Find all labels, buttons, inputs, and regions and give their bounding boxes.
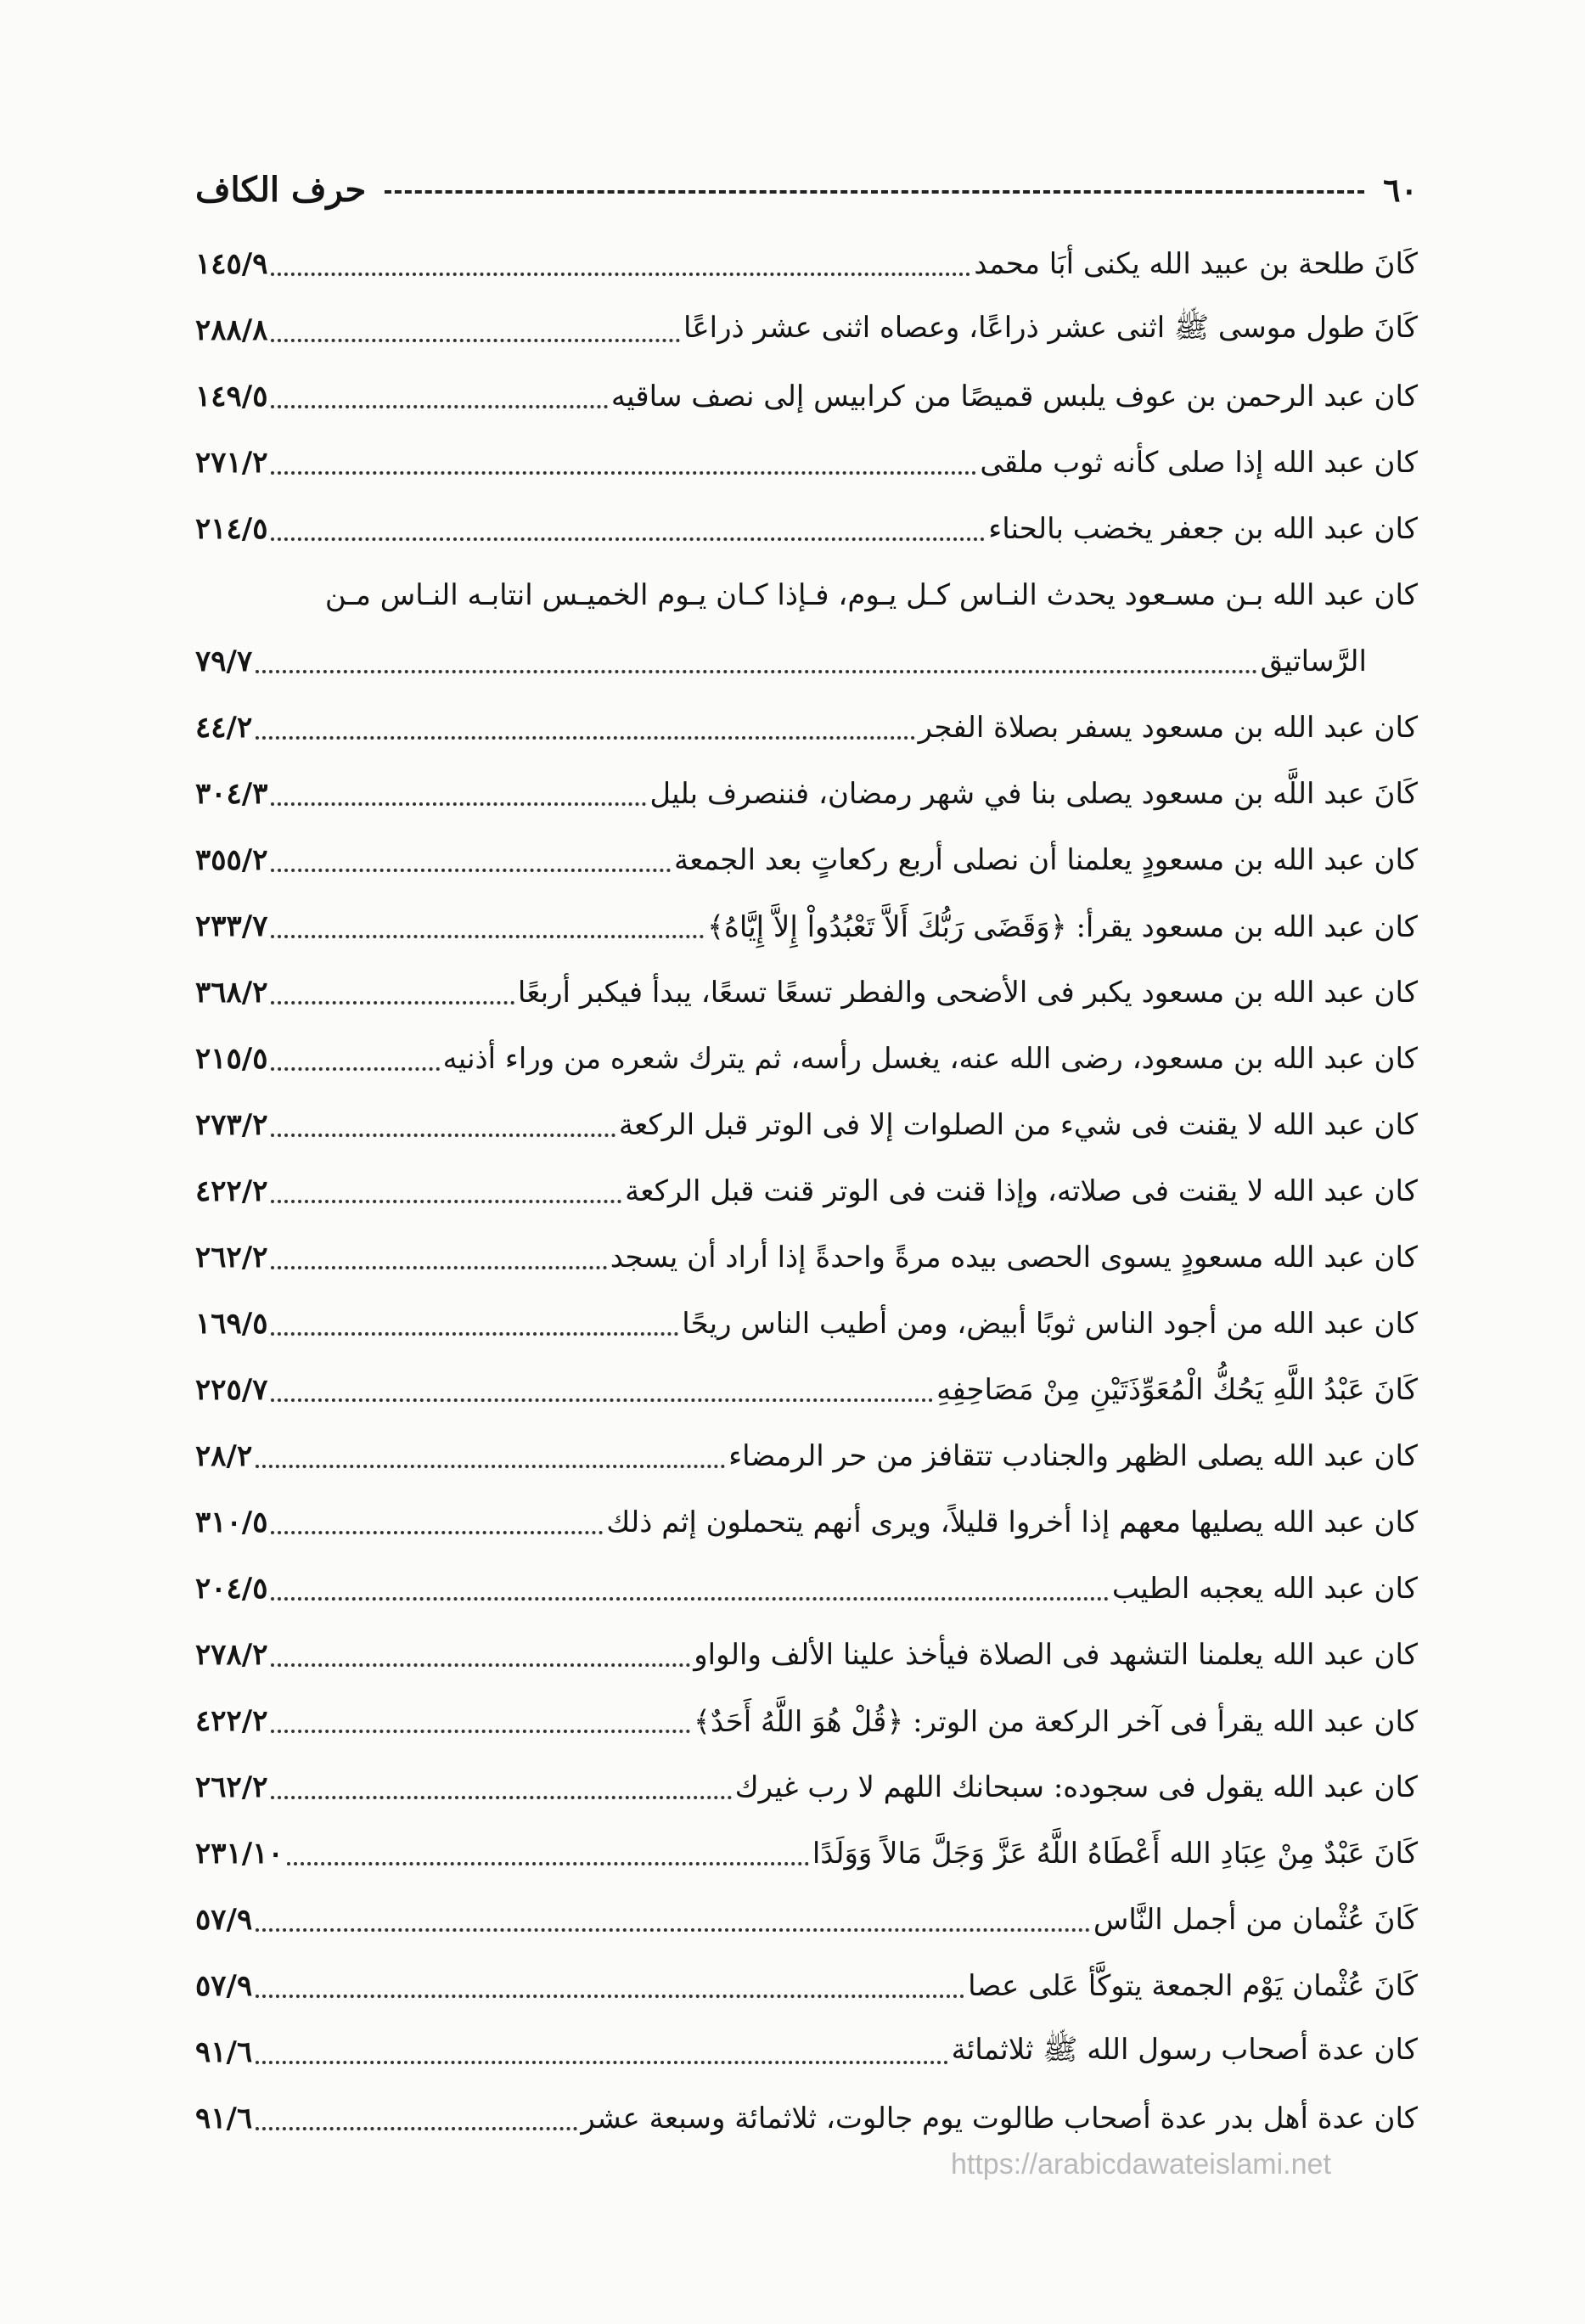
index-entry	[195, 363, 1418, 430]
watermark-url: https://arabicdawateislami.net	[951, 2148, 1331, 2181]
index-entry	[195, 1092, 1418, 1158]
index-entry	[195, 1622, 1418, 1688]
entry-text: كان عدة أهل بدر عدة أصحاب طالوت يوم جالوت، ثلاثمائة وسبعة عشر	[581, 2102, 1418, 2135]
leader-dots	[271, 1332, 678, 1336]
entry-text: كَانَ عبد اللَّه بن مسعود يصلى بنا في شهر رمضان، فننصرف بليل	[649, 777, 1418, 811]
entry-text: كان عبد الله مسعودٍ يسوى الحصى بيده مرةً واحدةً إذا أراد أن يسجد	[610, 1241, 1418, 1275]
entry-text: كان عبد الله من أجود الناس ثوبًا أبيض، ومن أطيب الناس ريحًا	[682, 1307, 1418, 1341]
entry-text: كان عبد الله بن جعفر يخضب بالحناء	[988, 512, 1418, 546]
index-entry	[195, 231, 1418, 297]
entry-text: كان عبد الله لا يقنت فى صلاته، وإذا قنت فى الوتر قنت قبل الركعة	[625, 1174, 1418, 1208]
entry-reference: ٢١٥/٥	[195, 1042, 268, 1076]
entry-text: كان عبد الله بن مسعود يقرأ: ﴿وَقَضَى رَبُّكَ أَلاَّ تَعْبُدُواْ إِلاَّ إِيَّاهُ﴾	[707, 909, 1418, 944]
entry-reference: ٢١٤/٥	[195, 512, 268, 546]
entry-text-continued: الرَّساتيق	[1260, 644, 1367, 678]
entry-text: كان عبد الله يقول فى سجوده: سبحانك اللهم لا رب غيرك	[734, 1770, 1418, 1804]
entry-reference: ٤٢٢/٢	[195, 1174, 268, 1208]
entry-reference: ٤٢٢/٢	[195, 1704, 268, 1738]
entry-reference: ٢٣١/١٠	[195, 1837, 284, 1871]
leader-dots	[271, 802, 646, 806]
entry-reference: ٣٠٤/٣	[195, 777, 268, 811]
page-header	[195, 160, 1418, 219]
index-entry	[195, 1158, 1418, 1224]
leader-dots	[256, 670, 1256, 673]
leader-dots	[271, 405, 607, 408]
leader-dots	[271, 869, 671, 872]
index-entry	[195, 1688, 1418, 1754]
index-entry	[195, 1887, 1418, 1953]
index-entry	[195, 1556, 1418, 1622]
index-entries-list	[195, 231, 1418, 2152]
index-entry	[195, 1224, 1418, 1291]
entry-reference: ٣٦٨/٢	[195, 976, 268, 1010]
leader-dots	[256, 1465, 725, 1468]
index-entry	[195, 1357, 1418, 1423]
entry-reference: ٢٦٢/٢	[195, 1770, 268, 1804]
entry-reference: ٢٧٨/٢	[195, 1638, 268, 1672]
entry-text: كان عبد الله إذا صلى كأنه ثوب ملقى	[980, 446, 1418, 480]
index-entry	[195, 1953, 1418, 2019]
entry-reference: ٢٠٤/٥	[195, 1572, 268, 1606]
index-entry	[195, 1754, 1418, 1820]
index-entry	[195, 496, 1418, 562]
page-number: ٦٠	[1383, 170, 1418, 209]
leader-dots	[256, 1995, 964, 1998]
entry-reference: ٥٧/٩	[195, 1903, 253, 1937]
entry-reference: ٥٧/٩	[195, 1969, 253, 2003]
entry-reference: ٩١/٦	[195, 2035, 253, 2069]
leader-dots	[271, 1266, 606, 1269]
leader-dots	[271, 471, 976, 475]
entry-text: كان عبد الله بن مسعود، رضى الله عنه، يغسل رأسه، ثم يترك شعره من وراء أذنيه	[442, 1042, 1418, 1076]
leader-dots	[271, 1001, 514, 1004]
index-entry	[195, 297, 1418, 363]
index-entry	[195, 959, 1418, 1026]
leader-dots	[287, 1862, 809, 1865]
index-entry	[195, 827, 1418, 893]
entry-text: كَانَ طول موسى ﷺ اثنى عشر ذراعًا، وعصاه اثنى عشر ذراعًا	[683, 310, 1418, 345]
index-entry	[195, 430, 1418, 496]
entry-text: كان عبد الله يصلى الظهر والجنادب تتقافز من حر الرمضاء	[728, 1439, 1418, 1473]
leader-dots	[271, 1067, 439, 1071]
entry-text: كان عبد الله بن مسعود يسفر بصلاة الفجر	[918, 711, 1418, 745]
index-entry	[195, 1026, 1418, 1092]
entry-text: كَانَ عُثْمان من أجمل النَّاس	[1093, 1903, 1418, 1937]
entry-reference: ١٤٩/٥	[195, 380, 268, 414]
entry-reference: ٧٩/٧	[195, 644, 253, 678]
index-entry	[195, 2019, 1418, 2085]
entry-text: كَانَ طلحة بن عبيد الله يكنى أبَا محمد	[974, 247, 1418, 281]
entry-text: كان عبد الله لا يقنت فى شيء من الصلوات إلا فى الوتر قبل الركعة	[618, 1108, 1418, 1142]
entry-reference: ١٤٥/٩	[195, 247, 268, 281]
entry-text: كان عبد الله يصليها معهم إذا أخروا قليلاً، ويرى أنهم يتحملون إثم ذلك	[606, 1505, 1418, 1539]
entry-reference: ٣١٠/٥	[195, 1505, 268, 1539]
index-entry	[195, 893, 1418, 959]
index-entry	[195, 1489, 1418, 1556]
leader-dots	[256, 2127, 577, 2130]
entry-reference: ٢٨٨/٨	[195, 313, 268, 347]
leader-dots	[271, 1134, 615, 1137]
entry-text: كان عبد الله بـن مسـعود يحدث النـاس كـل يـوم، فـإذا كـان يـوم الخميـس انتابـه النـاس مـن	[324, 578, 1418, 612]
entry-text: كَانَ عَبْدُ اللَّهِ يَحُكُّ الْمُعَوِّذَتَيْنِ مِنْ مَصَاحِفِهِ	[936, 1373, 1418, 1407]
section-title: حرف الكاف	[195, 169, 367, 210]
leader-dots	[271, 537, 985, 541]
entry-reference: ٢٧٣/٢	[195, 1108, 268, 1142]
index-entry-line	[195, 562, 1418, 628]
entry-text: كان عبد الله يعجبه الطيب	[1111, 1572, 1418, 1606]
leader-dots	[271, 1531, 603, 1534]
index-entry	[195, 761, 1418, 827]
entry-text: كان عبد الله يقرأ فى آخر الركعة من الوتر: ﴿قُلْ هُوَ اللَّهُ أَحَدٌ﴾	[693, 1704, 1418, 1739]
entry-reference: ٩١/٦	[195, 2102, 253, 2135]
leader-dots	[271, 339, 680, 342]
leader-dots	[256, 736, 914, 740]
entry-text: كان عدة أصحاب رسول الله ﷺ ثلاثمائة	[951, 2032, 1418, 2067]
leader-dots	[256, 1928, 1090, 1932]
leader-dots	[271, 273, 970, 276]
index-entry	[195, 1291, 1418, 1357]
entry-text: كَانَ عُثْمان يَوْم الجمعة يتوكَّأ عَلى عصا	[968, 1969, 1418, 2003]
index-entry	[195, 2085, 1418, 2152]
index-entry	[195, 628, 1418, 695]
leader-dots	[256, 2061, 947, 2064]
header-dashed-rule	[385, 190, 1364, 194]
leader-dots	[271, 1796, 731, 1799]
leader-dots	[271, 935, 704, 938]
index-entry	[195, 1423, 1418, 1489]
entry-reference: ٢٣٣/٧	[195, 909, 268, 943]
entry-reference: ١٦٩/٥	[195, 1307, 268, 1341]
leader-dots	[271, 1663, 690, 1667]
leader-dots	[271, 1398, 933, 1402]
leader-dots	[271, 1597, 1108, 1601]
entry-text: كان عبد الله يعلمنا التشهد فى الصلاة فيأخذ علينا الألف والواو	[694, 1638, 1418, 1672]
index-entry	[195, 695, 1418, 761]
entry-text: كَانَ عَبْدٌ مِنْ عِبَادِ الله أَعْطَاهُ اللَّهُ عَزَّ وَجَلَّ مَالاً وَوَلَدًا	[812, 1837, 1418, 1871]
leader-dots	[271, 1200, 621, 1203]
entry-text: كان عبد الرحمن بن عوف يلبس قميصًا من كرابيس إلى نصف ساقيه	[610, 380, 1418, 414]
entry-reference: ٣٥٥/٢	[195, 843, 268, 877]
entry-reference: ٢٢٥/٧	[195, 1373, 268, 1407]
entry-text: كان عبد الله بن مسعودٍ يعلمنا أن نصلى أربع ركعاتٍ بعد الجمعة	[674, 843, 1418, 877]
entry-reference: ٤٤/٢	[195, 711, 253, 745]
entry-reference: ٢٧١/٢	[195, 446, 268, 480]
leader-dots	[271, 1730, 689, 1733]
entry-reference: ٢٨/٢	[195, 1439, 253, 1473]
index-entry	[195, 1820, 1418, 1887]
entry-text: كان عبد الله بن مسعود يكبر فى الأضحى والفطر تسعًا تسعًا، يبدأ فيكبر أربعًا	[517, 976, 1418, 1010]
entry-reference: ٢٦٢/٢	[195, 1241, 268, 1275]
